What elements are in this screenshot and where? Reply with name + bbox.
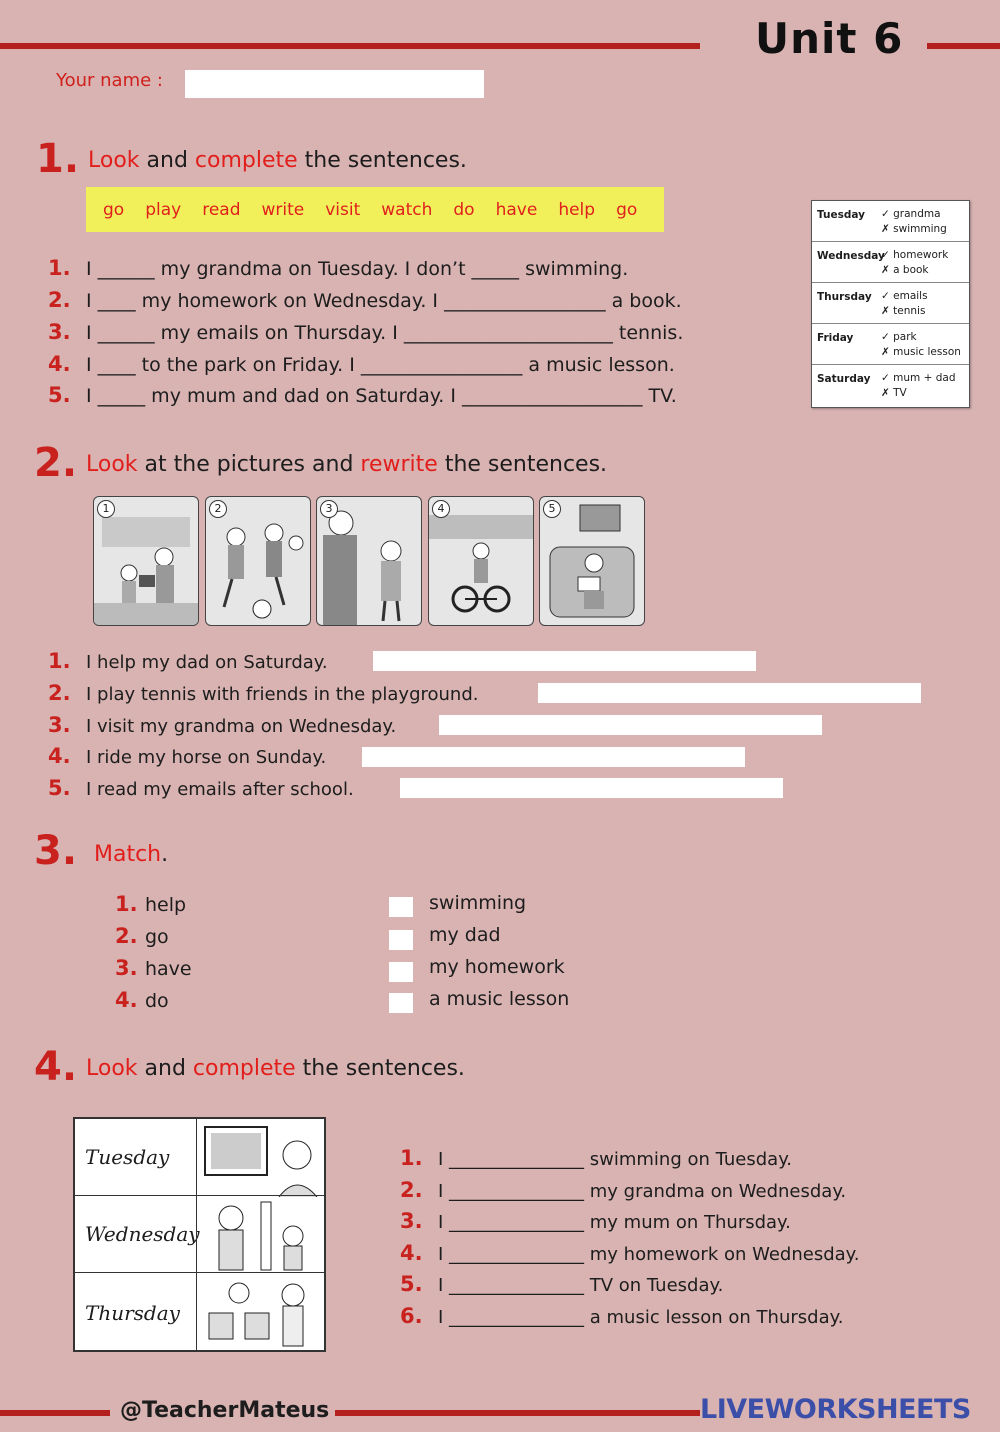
s4-sentence-number: 1.	[400, 1146, 423, 1170]
day-activity-grid	[73, 1117, 326, 1352]
s2-sentence-number: 3.	[48, 713, 71, 737]
section3-heading: Match.	[94, 842, 169, 867]
picture-number: 1	[97, 500, 115, 518]
s4-sentence-number: 3.	[400, 1209, 423, 1233]
s4-sentence-text: I _______________ TV on Tuesday.	[438, 1275, 724, 1296]
heading-word: the sentences.	[297, 148, 467, 173]
s4-sentence	[400, 1241, 859, 1265]
section4-number: 4.	[34, 1044, 78, 1090]
match-answer-box[interactable]	[389, 962, 413, 982]
name-label: Your name :	[56, 70, 163, 91]
heading-word: complete	[192, 1056, 296, 1081]
schedule-yes: ✓ emails	[881, 290, 928, 302]
schedule-row	[812, 242, 969, 283]
grid-day-cell	[74, 1272, 197, 1351]
header-rule-left	[0, 43, 700, 49]
s4-sentence	[400, 1272, 723, 1296]
word-bank-item: read	[202, 199, 241, 220]
section1-number: 1.	[36, 136, 80, 182]
match-left-text: help	[145, 894, 187, 916]
picture-number: 2	[209, 500, 227, 518]
schedule-no: ✗ tennis	[881, 305, 926, 317]
match-left-number: 2.	[115, 924, 138, 948]
heading-word: and	[139, 148, 195, 173]
grid-day-cell	[74, 1195, 200, 1273]
s4-sentence-number: 2.	[400, 1178, 423, 1202]
schedule-day: Saturday	[817, 373, 871, 385]
s1-sentence	[48, 256, 628, 280]
name-input[interactable]	[185, 70, 484, 98]
match-left-number: 1.	[115, 892, 138, 916]
heading-word: rewrite	[360, 452, 438, 477]
s1-sentence-number: 2.	[48, 288, 71, 312]
match-left-item	[115, 892, 186, 916]
s2-sentence-text: I read my emails after school.	[86, 779, 354, 800]
grid-day-label: Tuesday	[85, 1145, 170, 1169]
section3-number: 3.	[34, 828, 78, 874]
word-bank-item: have	[495, 199, 538, 220]
header-rule-right	[927, 43, 1000, 49]
picture-cooking	[93, 496, 199, 626]
grid-picture-cell	[196, 1272, 325, 1351]
s1-sentence	[48, 352, 675, 376]
s4-sentence	[400, 1209, 791, 1233]
grid-day-label: Wednesday	[85, 1222, 200, 1246]
s1-sentence-text: I ______ my emails on Thursday. I ______________________ tennis.	[86, 322, 684, 344]
section2-number: 2.	[34, 440, 78, 486]
footer-rule-right	[335, 1410, 700, 1416]
heading-word: Look	[86, 1056, 138, 1081]
schedule-day: Wednesday	[817, 250, 885, 262]
unit-title: Unit 6	[755, 14, 904, 63]
schedule-yes: ✓ homework	[881, 249, 949, 261]
schedule-day: Thursday	[817, 291, 872, 303]
s4-sentence-text: I _______________ my mum on Thursday.	[438, 1212, 791, 1233]
s2-sentence	[48, 776, 354, 800]
word-bank-item: go	[103, 199, 125, 220]
schedule-day: Tuesday	[817, 209, 865, 221]
s1-sentence-number: 4.	[48, 352, 71, 376]
heading-word: the sentences.	[295, 1056, 465, 1081]
match-left-number: 4.	[115, 988, 138, 1012]
match-answer-box[interactable]	[389, 993, 413, 1013]
heading-word: Look	[86, 452, 138, 477]
picture-reading	[539, 496, 645, 626]
schedule-yes: ✓ mum + dad	[881, 372, 956, 384]
schedule-row	[812, 324, 969, 365]
s2-sentence-text: I visit my grandma on Wednesday.	[86, 716, 397, 737]
match-answer-box[interactable]	[389, 897, 413, 917]
s2-sentence-text: I play tennis with friends in the playground.	[86, 684, 479, 705]
s2-sentence	[48, 649, 328, 673]
s4-sentence	[400, 1304, 843, 1328]
s1-sentence	[48, 320, 683, 344]
word-bank-item: watch	[381, 199, 433, 220]
rewrite-input[interactable]	[373, 651, 756, 671]
s2-sentence	[48, 744, 326, 768]
match-left-item	[115, 956, 192, 980]
s2-sentence	[48, 713, 396, 737]
footer-author: @TeacherMateus	[120, 1398, 330, 1423]
s4-sentence-number: 6.	[400, 1304, 423, 1328]
match-left-item	[115, 988, 169, 1012]
s4-sentence-number: 4.	[400, 1241, 423, 1265]
schedule-card	[811, 200, 970, 408]
s1-sentence-number: 5.	[48, 383, 71, 407]
word-bank-item: play	[145, 199, 182, 220]
s1-sentence-number: 3.	[48, 320, 71, 344]
schedule-no: ✗ a book	[881, 264, 929, 276]
s1-sentence-text: I ____ my homework on Wednesday. I _________________ a book.	[86, 290, 682, 312]
s2-sentence-number: 4.	[48, 744, 71, 768]
schedule-yes: ✓ park	[881, 331, 917, 343]
rewrite-input[interactable]	[362, 747, 745, 767]
match-right-text: my homework	[429, 956, 565, 978]
s1-sentence	[48, 383, 677, 407]
liveworksheets-logo[interactable]: LIVEWORKSHEETS	[700, 1394, 971, 1425]
schedule-row	[812, 365, 969, 405]
s1-sentence-text: I _____ my mum and dad on Saturday. I ___________________ TV.	[86, 385, 677, 407]
s1-sentence-number: 1.	[48, 256, 71, 280]
picture-number: 4	[432, 500, 450, 518]
picture-grandpa	[316, 496, 422, 626]
picture-cycling	[428, 496, 534, 626]
match-left-item	[115, 924, 169, 948]
heading-word: complete	[194, 148, 298, 173]
schedule-no: ✗ swimming	[881, 223, 947, 235]
rewrite-input[interactable]	[400, 778, 783, 798]
match-left-text: have	[145, 958, 192, 980]
s2-sentence-text: I ride my horse on Sunday.	[86, 747, 327, 768]
match-right-text: swimming	[429, 892, 527, 914]
schedule-row	[812, 201, 969, 242]
section1-heading	[88, 148, 467, 173]
picture-football	[205, 496, 311, 626]
word-bank-item: help	[558, 199, 596, 220]
grid-day-cell	[74, 1118, 197, 1196]
picture-number: 3	[320, 500, 338, 518]
match-left-text: do	[145, 990, 169, 1012]
schedule-yes: ✓ grandma	[881, 208, 941, 220]
heading-word: and	[137, 1056, 193, 1081]
s4-sentence-number: 5.	[400, 1272, 423, 1296]
s2-sentence-number: 2.	[48, 681, 71, 705]
match-left-number: 3.	[115, 956, 138, 980]
schedule-no: ✗ music lesson	[881, 346, 961, 358]
s2-sentence	[48, 681, 478, 705]
heading-word: at the pictures and	[137, 452, 361, 477]
footer-rule-left	[0, 1410, 110, 1416]
s4-sentence-text: I _______________ swimming on Tuesday.	[438, 1149, 793, 1170]
word-bank	[86, 187, 664, 232]
s4-sentence-text: I _______________ a music lesson on Thursday.	[438, 1307, 844, 1328]
s4-sentence	[400, 1178, 846, 1202]
heading-word: the sentences.	[437, 452, 608, 477]
match-left-text: go	[145, 926, 169, 948]
s4-sentence-text: I _______________ my grandma on Wednesday.	[438, 1181, 847, 1202]
s1-sentence-text: I ______ my grandma on Tuesday. I don’t _____ swimming.	[86, 258, 629, 280]
match-answer-box[interactable]	[389, 930, 413, 950]
s2-sentence-number: 1.	[48, 649, 71, 673]
match-right-text: a music lesson	[429, 988, 570, 1010]
s2-sentence-text: I help my dad on Saturday.	[86, 652, 328, 673]
word-bank-item: go	[616, 199, 638, 220]
picture-number: 5	[543, 500, 561, 518]
visit-illustration	[197, 1196, 326, 1274]
s1-sentence-text: I ____ to the park on Friday. I _________________ a music lesson.	[86, 354, 675, 376]
s2-sentence-number: 5.	[48, 776, 71, 800]
rewrite-input[interactable]	[439, 715, 822, 735]
section2-heading	[86, 452, 607, 477]
grid-picture-cell	[196, 1118, 325, 1196]
grid-picture-cell	[196, 1195, 325, 1273]
word-bank-item: write	[261, 199, 305, 220]
heading-word: Look	[88, 148, 140, 173]
tv-illustration	[197, 1119, 326, 1197]
s4-sentence	[400, 1146, 792, 1170]
word-bank-item: do	[453, 199, 475, 220]
word-bank-item: visit	[325, 199, 361, 220]
s4-sentence-text: I _______________ my homework on Wednesday.	[438, 1244, 860, 1265]
match-right-text: my dad	[429, 924, 501, 946]
schedule-row	[812, 283, 969, 324]
schedule-day: Friday	[817, 332, 854, 344]
schedule-no: ✗ TV	[881, 387, 907, 399]
grid-day-label: Thursday	[85, 1301, 180, 1325]
s1-sentence	[48, 288, 682, 312]
rewrite-input[interactable]	[538, 683, 921, 703]
section4-heading	[86, 1056, 465, 1081]
match-word: Match	[94, 842, 162, 867]
shopping-illustration	[197, 1273, 326, 1352]
